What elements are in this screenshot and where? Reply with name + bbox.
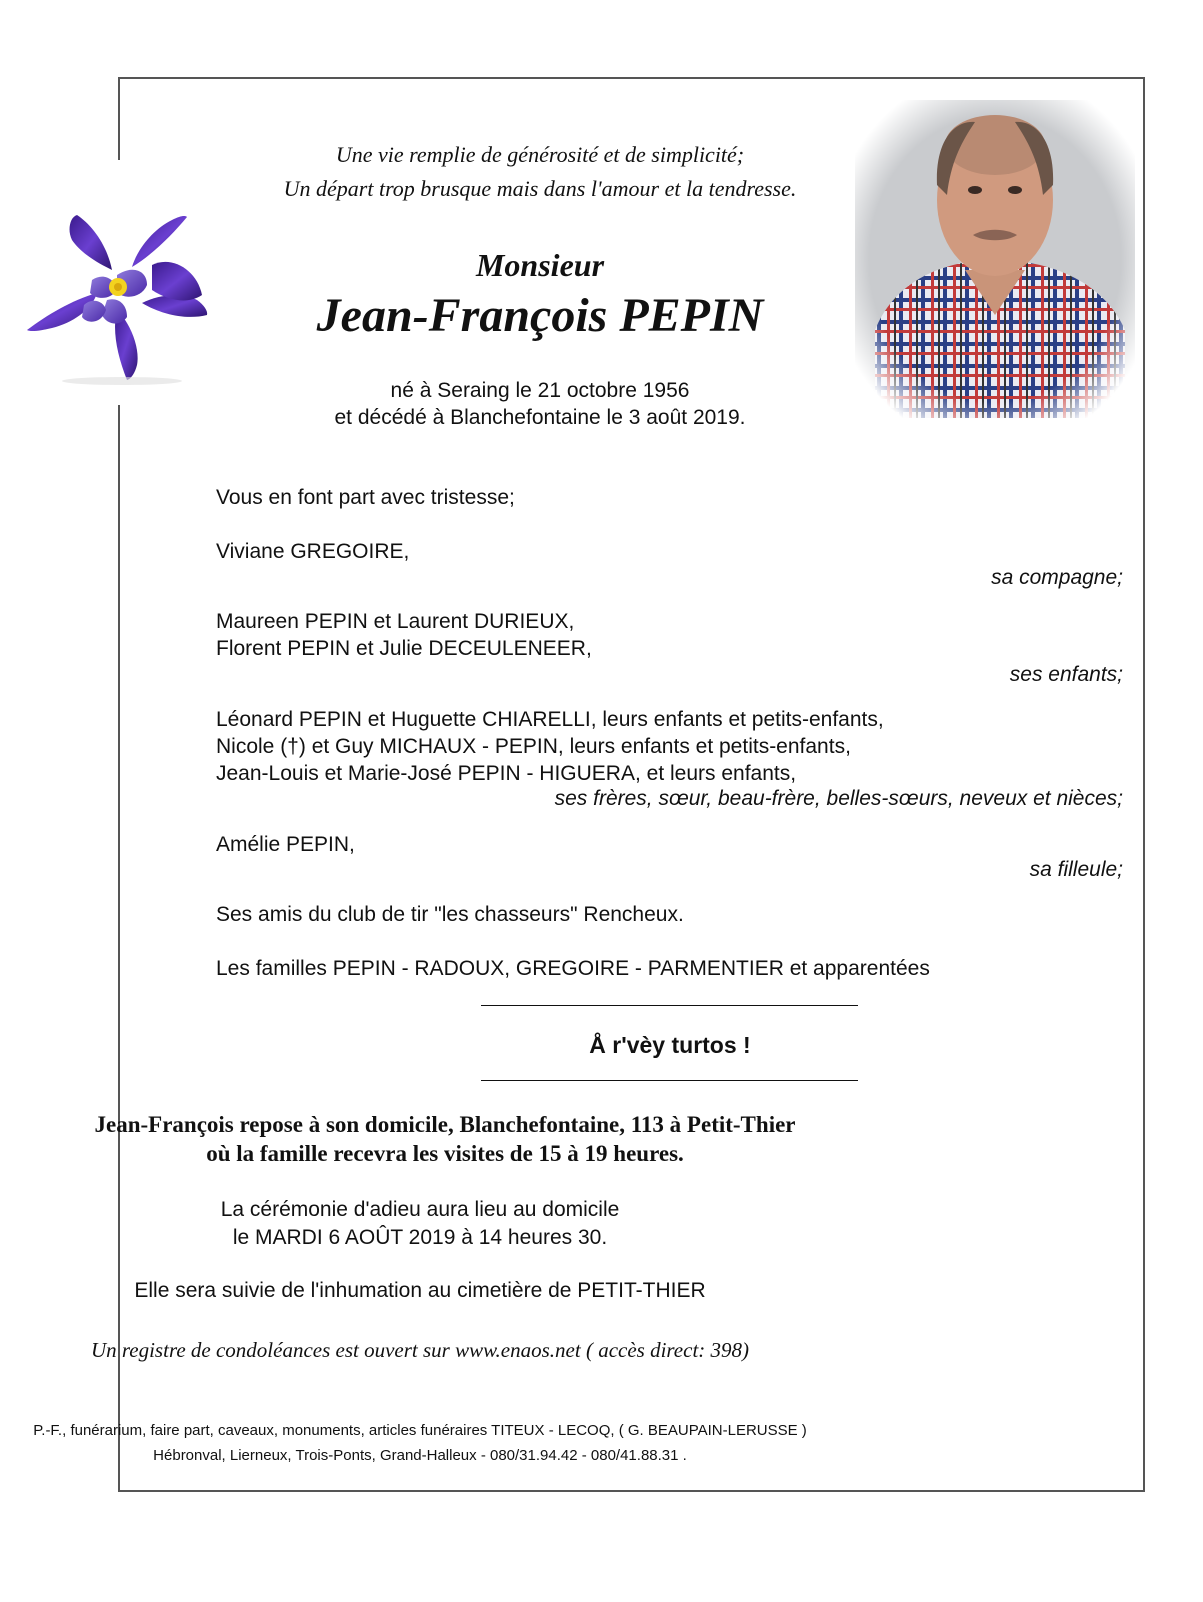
death-line: et décédé à Blanchefontaine le 3 août 2019. (334, 406, 746, 429)
motto (200, 138, 880, 206)
motto-line-2: Un départ trop brusque mais dans l'amour et la tendresse. (283, 176, 797, 201)
ceremony-line-2: le MARDI 6 AOÛT 2019 à 14 heures 30. (232, 1226, 608, 1249)
siblings-role: ses frères, sœur, beau-frère, belles-sœurs, neveux et nièces; (554, 787, 1123, 810)
birth-line: né à Seraing le 21 octobre 1956 (390, 379, 690, 402)
footer-line-2: Hébronval, Lierneux, Trois-Ponts, Grand-Halleux - 080/31.94.42 - 080/41.88.31 . (153, 1447, 687, 1464)
portrait-photo (855, 100, 1135, 418)
repose-line-2: où la famille recevra les visites de 15 à 19 heures. (206, 1141, 684, 1166)
inhumation-line (134, 1279, 1190, 1303)
companion-role: sa compagne; (991, 566, 1123, 589)
siblings-line-2: Nicole (†) et Guy MICHAUX - PEPIN, leurs enfants et petits-enfants, (216, 735, 851, 758)
siblings-line-3: Jean-Louis et Marie-José PEPIN - HIGUERA, et leurs enfants, (216, 762, 797, 785)
honorific: Monsieur (475, 247, 605, 283)
children-role: ses enfants; (1009, 663, 1123, 686)
deceased-name: Jean-François PEPIN (316, 289, 764, 342)
registre-text: Un registre de condoléances est ouvert sur www.enaos.net ( accès direct: 398) (90, 1338, 750, 1362)
repose-info (94, 1110, 1203, 1168)
footer-line-1: P.-F., funérarium, faire part, caveaux, monuments, articles funéraires TITEUX - LECOQ, ( G. BEAUPAIN-LERUSSE ) (33, 1422, 807, 1439)
top-divider (481, 1005, 858, 1006)
repose-line-1: Jean-François repose à son domicile, Blanchefontaine, 113 à Petit-Thier (94, 1112, 796, 1137)
children-line-2: Florent PEPIN et Julie DECEULENEER, (216, 637, 592, 660)
goddaughter-name: Amélie PEPIN, (216, 833, 355, 856)
friends-line: Ses amis du club de tir "les chasseurs" Rencheux. (216, 903, 684, 926)
inhumation-text: Elle sera suivie de l'inhumation au cimetière de PETIT-THIER (134, 1279, 706, 1302)
bottom-divider (481, 1080, 858, 1081)
condolence-register (90, 1338, 1190, 1363)
motto-line-1: Une vie remplie de générosité et de simplicité; (335, 142, 745, 167)
ceremony-info (150, 1196, 1190, 1252)
goddaughter-role: sa filleule; (1029, 858, 1123, 881)
families-line: Les familles PEPIN - RADOUX, GREGOIRE - PARMENTIER et apparentées (216, 957, 930, 980)
funeral-home-footer (33, 1418, 1190, 1468)
farewell-phrase: Å r'vèy turtos ! (589, 1032, 751, 1058)
life-dates (200, 377, 880, 431)
siblings-line-1: Léonard PEPIN et Huguette CHIARELLI, leurs enfants et petits-enfants, (216, 708, 884, 731)
ceremony-line-1: La cérémonie d'adieu aura lieu au domicile (220, 1198, 620, 1221)
intro-line: Vous en font part avec tristesse; (216, 486, 515, 509)
companion-name: Viviane GREGOIRE, (216, 540, 410, 563)
children-line-1: Maureen PEPIN et Laurent DURIEUX, (216, 610, 575, 633)
